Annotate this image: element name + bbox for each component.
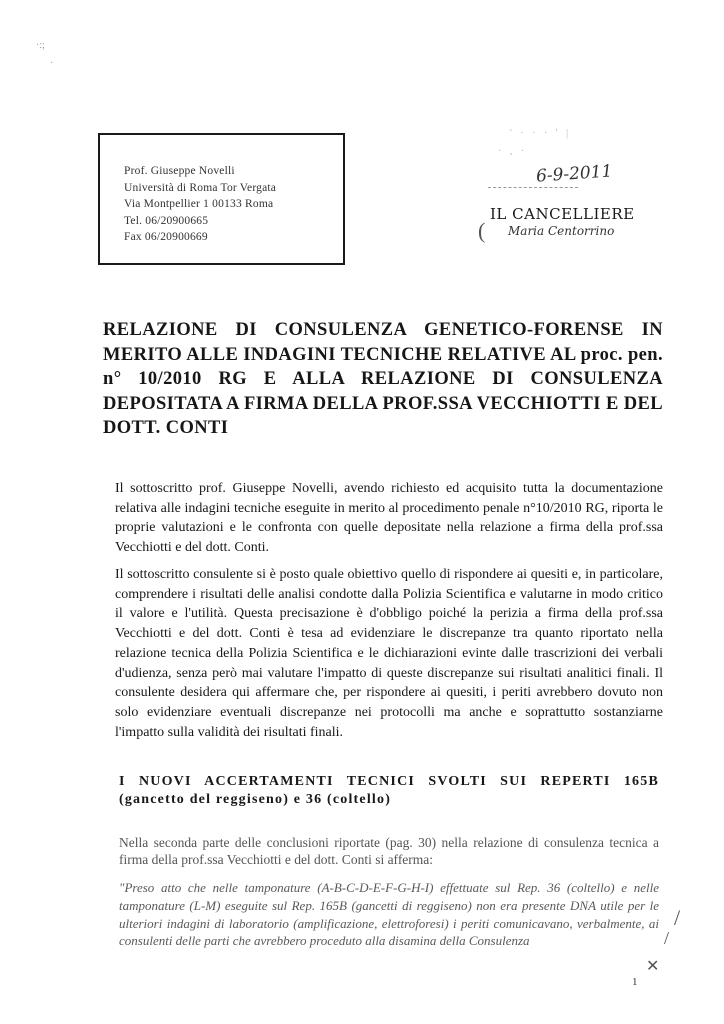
- section-heading: I NUOVI ACCERTAMENTI TECNICI SVOLTI SUI REPERTI 165B (gancetto del reggiseno) e 36 (coltello): [119, 774, 659, 807]
- letterhead-line: Via Montpellier 1 00133 Roma: [124, 198, 274, 210]
- letterhead-line: Fax 06/20900669: [124, 231, 208, 243]
- page-number: 1: [632, 976, 638, 988]
- court-stamp: [470, 120, 670, 250]
- scan-artifact-mark: ·:;: [36, 40, 45, 51]
- document-title: RELAZIONE DI CONSULENZA GENETICO-FORENSE IN MERITO ALLE INDAGINI TECNICHE RELATIVE AL proc. pen. n° 10/2010 RG E ALLA RELAZIONE DI CONSULENZA DEPOSITATA A FIRMA DELLA PROF.SSA VECCHIOTTI E DEL DOTT. CONTI: [103, 320, 663, 438]
- paragraph-objective: Il sottoscritto consulente si è posto quale obiettivo quello di rispondere ai quesiti e, in particolare, comprendere i risultati delle analisi condotte dalla Polizia Scientifica e valutarne in modo critico il valore e l'utilità. Questa precisazione è d'obbligo poiché la perizia a firma della prof.ssa Vecchiotti e del dott. Conti è tesa ad evidenziare le discrepanze tra quanto riportato nella relazione tecnica della Polizia Scientifica e le dichiarazioni evinte dalle trascrizioni dei verbali d'udienza, senza però mai valutare l'impatto di queste discrepanze sui risultati analitici finali. Il consulente desidera qui affermare che, per rispondere ai quesiti, i periti avrebbero dovuto non solo evidenziare eventuali discrepanze nei protocolli ma anche e soprattutto sostanziarne l'impatto sulla validità dei risultati finali.: [115, 567, 663, 740]
- stamp-divider: [488, 187, 578, 188]
- quoted-conclusion: "Preso atto che nelle tamponature (A-B-C-D-E-F-G-H-I) effettuate sul Rep. 36 (coltello) e nelle tamponature (L-M) eseguite sul Rep. 165B (gancetti di reggiseno) non era presente DNA utile per le ulteriori indagini di laboratorio (amplificazione, elettroforesi) i periti comunicavano, verbalmente, ai consulenti delle parti che avrebbero proceduto alla disamina della Consulenza: [119, 880, 659, 949]
- stamp-date: 6-9-2011: [535, 161, 613, 187]
- stamp-signature-name: Maria Centorrino: [508, 224, 615, 238]
- stamp-faint-mark: · , ·: [498, 146, 528, 157]
- scan-artifact-mark: ·: [50, 58, 54, 69]
- section-intro: Nella seconda parte delle conclusioni riportate (pag. 30) nella relazione di consulenza tecnica a firma della prof.ssa Vecchiotti e del dott. Conti si afferma:: [119, 835, 659, 867]
- letterhead-box: [98, 133, 345, 265]
- paragraph-intro: Il sottoscritto prof. Giuseppe Novelli, avendo richiesto ed acquisito tutta la documentazione relativa alle indagini tecniche eseguite in merito al procedimento penale n°10/2010 RG, riporta le proprie valutazioni e le confronta con quelle depositate nella relazione a firma della prof.ssa Vecchiotti e del dott. Conti.: [115, 481, 663, 556]
- letterhead-line: Prof. Giuseppe Novelli: [124, 165, 235, 177]
- stamp-faint-mark: ' · · · ' |: [510, 128, 572, 139]
- margin-pen-mark: /: [664, 928, 670, 948]
- letterhead-line: Università di Roma Tor Vergata: [124, 181, 277, 194]
- stamp-title: IL CANCELLIERE: [490, 205, 635, 223]
- initials-mark: ✕: [646, 958, 660, 975]
- letterhead-line: Tel. 06/20900665: [124, 214, 209, 227]
- margin-pen-mark: /: [674, 905, 681, 930]
- letterhead-address: [124, 163, 276, 246]
- stamp-bracket: (: [478, 218, 486, 243]
